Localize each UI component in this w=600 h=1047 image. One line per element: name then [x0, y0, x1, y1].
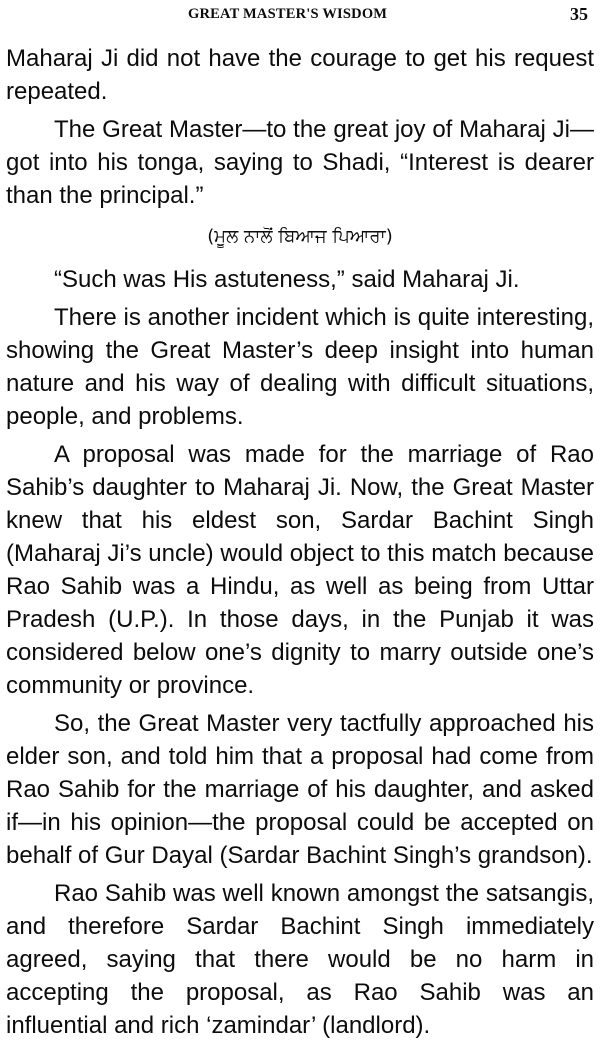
- paragraph-rao-sahib: Rao Sahib was well known amongst the satsangis, and therefore Sardar Bachint Singh immediately agreed, saying that there would be no harm in accepting the proposal, as Rao Sahib was an influential and rich ‘zamindar’ (landlord).: [6, 880, 594, 1039]
- gurmukhi-quote: (ਮੂਲ ਨਾਲੋਂ ਬਿਆਜ ਪਿਆਰਾ): [207, 226, 393, 247]
- page-number: 35: [570, 4, 588, 24]
- paragraph-astuteness: “Such was His astuteness,” said Maharaj Ji.: [54, 266, 520, 293]
- paragraph-great-master-tonga: The Great Master—to the great joy of Maharaj Ji—got into his tonga, saying to Shadi, “Interest is dearer than the principal.”: [6, 116, 594, 209]
- body-text: [6, 42, 594, 1047]
- paragraph-tactful-approach: So, the Great Master very tactfully approached his elder son, and told him that a proposal had come from Rao Sahib for the marriage of his daughter, and asked if—in his opinion—the proposal could be accepted on behalf of Gur Dayal (Sardar Bachint Singh’s grandson).: [6, 710, 594, 869]
- paragraph-continued: Maharaj Ji did not have the courage to get his request repeated.: [6, 45, 594, 105]
- running-title: GREAT MASTER'S WISDOM: [188, 6, 388, 22]
- paragraph-marriage-proposal: A proposal was made for the marriage of Rao Sahib’s daughter to Maharaj Ji. Now, the Great Master knew that his eldest son, Sardar Bachint Singh (Maharaj Ji’s uncle) would object to this match because Rao Sahib was a Hindu, as well as being from Uttar Pradesh (U.P.). In those days, in the Punjab it was considered below one’s dignity to marry outside one’s community or province.: [6, 441, 594, 699]
- paragraph-another-incident: There is another incident which is quite interesting, showing the Great Master’s deep insight into human nature and his way of dealing with difficult situations, people, and problems.: [6, 304, 594, 430]
- running-header: [0, 4, 600, 26]
